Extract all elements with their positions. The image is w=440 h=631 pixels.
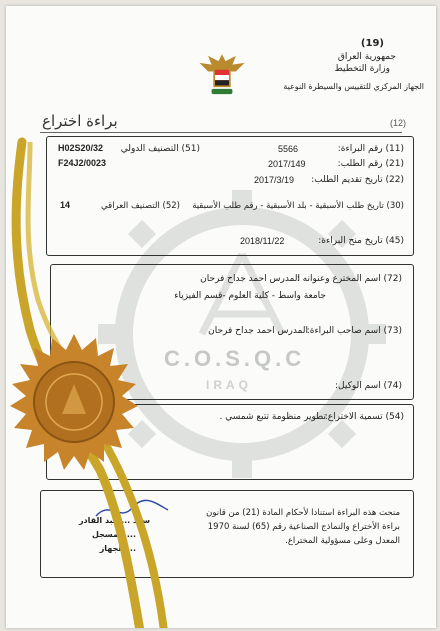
- signature-line-2: ... المسجل: [91, 530, 136, 539]
- intl-class-label: (51) التصنيف الدولي: [120, 144, 200, 154]
- intl-class-value-1: H02S20/32: [58, 143, 104, 153]
- application-no-value: 2017/149: [268, 159, 306, 169]
- agent-label: (74) اسم الوكيل:: [335, 381, 402, 391]
- patent-no-label: (11) رقم البراءة:: [337, 144, 404, 154]
- application-no-label: (21) رقم الطلب:: [337, 159, 404, 169]
- filing-date-label: (22) تاريخ تقديم الطلب:: [311, 175, 404, 185]
- invention-label: (54) تسمية الاختراع:: [324, 412, 404, 422]
- legal-note-line-2: براءة الأختراع والنماذج الصناعية رقم (65) لسنة 1970: [207, 522, 400, 532]
- signature-line-1: سعد ... عبد القادر: [78, 516, 150, 525]
- watermark-text: C.O.S.Q.C: [164, 346, 306, 371]
- grant-date-label: (45) تاريخ منح البراءة:: [318, 236, 404, 246]
- doc-number: (19): [360, 38, 384, 49]
- intl-class-value-2: F24J2/0023: [58, 158, 107, 168]
- doc-title-code: (12): [389, 118, 406, 128]
- invention-title: تطوير منظومة تتبع شمسي .: [219, 412, 326, 422]
- signature-line-3: ... الجهاز: [99, 544, 136, 553]
- gold-seal-icon: [6, 332, 144, 472]
- owner-label: (73) اسم صاحب البراءة:: [306, 326, 402, 336]
- priority-label: (30) تاريخ طلب الأسبقية - بلد الأسبقية - رقم طلب الأسبقية: [192, 201, 404, 211]
- inventor-label: (72) اسم المخترع وعنوانه :: [296, 274, 402, 284]
- inventor-name: المدرس احمد جداح فرحان: [200, 274, 300, 284]
- ministry-name: وزارة التخطيط: [334, 64, 390, 74]
- doc-title: براءة اختراع: [42, 112, 118, 130]
- legal-note-line-1: منحت هذه البراءة استنادا لأحكام المادة (21) من قانون: [206, 508, 400, 518]
- ribbon-icon: [6, 6, 436, 628]
- agency-name: الجهاز المركزي للتقييس والسيطرة النوعية: [283, 82, 424, 91]
- country-name: جمهورية العراق: [337, 52, 396, 62]
- patent-no-value: 5566: [278, 144, 299, 154]
- grant-date-value: 2018/11/22: [240, 236, 285, 246]
- patent-document: [6, 6, 436, 628]
- iraqi-class-value: 14: [60, 200, 71, 210]
- iraqi-class-label: (52) التصنيف العراقي: [101, 201, 180, 211]
- watermark-subtext: IRAQ: [206, 378, 252, 392]
- legal-note-line-3: المعدل وعلى مسؤولية المختراع.: [285, 536, 400, 546]
- filing-date-value: 2017/3/19: [254, 175, 295, 185]
- owner-name: المدرس احمد جداح فرحان: [208, 326, 308, 336]
- inventor-address: جامعة واسط - كلية العلوم -قسم الفيزياء: [174, 291, 326, 301]
